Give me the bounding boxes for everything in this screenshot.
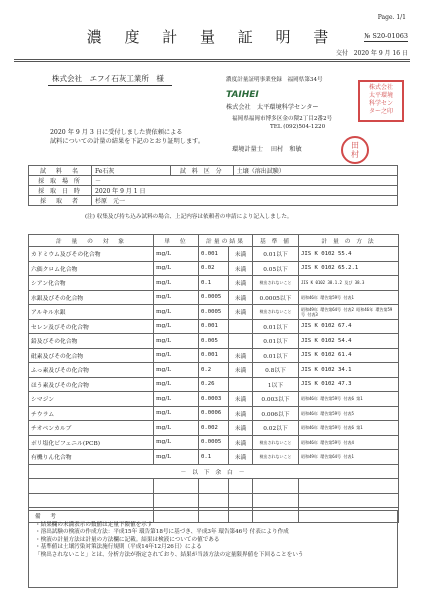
- sample-name-value: Fe石灰: [92, 166, 171, 176]
- empty-cell: [199, 479, 229, 494]
- sampler-label: 採 取 者: [29, 196, 92, 206]
- row-flag: 未満: [229, 290, 253, 305]
- intro-text: [50, 128, 204, 146]
- page-number: Page. 1/1: [377, 14, 406, 21]
- issue-date-label: 交付: [335, 50, 348, 57]
- row-unit: mg/L: [154, 348, 199, 363]
- row-flag: 未満: [229, 392, 253, 407]
- row-standard: [253, 406, 299, 421]
- row-value: 0.0006: [199, 406, 229, 421]
- row-unit: mg/L: [154, 305, 199, 320]
- row-value: 0.1: [199, 276, 229, 291]
- row-item: ポリ塩化ビフェニル(PCB): [29, 435, 154, 450]
- row-standard: [253, 276, 299, 291]
- row-standard: [253, 247, 299, 262]
- standard-note: 検出されないこと: [259, 309, 292, 315]
- officer-label: 環境計量士: [232, 146, 263, 153]
- table-row: [29, 435, 399, 450]
- row-flag: 未満: [229, 406, 253, 421]
- table-row: [29, 305, 399, 320]
- row-standard: [253, 377, 299, 392]
- table-row: [29, 290, 399, 305]
- standard-value: 0.01以下: [263, 353, 288, 360]
- row-standard: [253, 290, 299, 305]
- row-unit: mg/L: [154, 276, 199, 291]
- standard-note: 検出されないこと: [259, 439, 292, 445]
- remarks-line: ・結果欄の未満表示の数値は定量下限値を示す: [35, 521, 153, 528]
- remarks-box: [28, 510, 398, 588]
- table-row: [29, 406, 399, 421]
- row-standard: [253, 319, 299, 334]
- method-note: 昭和46年 環告第59号 付表4: [301, 439, 354, 445]
- row-flag: 未満: [229, 276, 253, 291]
- empty-cell: [299, 493, 399, 508]
- row-value: 0.001: [199, 319, 229, 334]
- empty-cell: [253, 493, 299, 508]
- row-value: 0.0005: [199, 435, 229, 450]
- table-row-empty: [29, 493, 399, 508]
- remarks-title: 備 考: [35, 514, 58, 520]
- table-row: [29, 196, 398, 206]
- standard-value: 0.01以下: [263, 252, 288, 259]
- row-method: [299, 319, 399, 334]
- registration-number: 濃度計量証明事業登録 福岡県第34号: [226, 77, 323, 83]
- table-row: [29, 319, 399, 334]
- row-unit: mg/L: [154, 290, 199, 305]
- sample-date-value: 2020 年 9 月 1 日: [92, 186, 398, 196]
- method-note: JIS K 0102 38.1.2 及び 38.3: [301, 280, 365, 286]
- header-rule: [14, 59, 410, 60]
- intro-line-2: 試料についての計量の結果を下記のとおり証明します。: [50, 138, 205, 145]
- standard-value: 0.02以下: [263, 426, 288, 433]
- method-value: JIS K 0102 55.4: [301, 250, 352, 257]
- row-method: [299, 247, 399, 262]
- row-method: [299, 363, 399, 378]
- row-method: [299, 421, 399, 436]
- method-value: JIS K 0102 54.4: [301, 337, 352, 344]
- row-unit: mg/L: [154, 247, 199, 262]
- results-table: [28, 234, 399, 523]
- officer: [232, 144, 302, 153]
- table-row: [29, 334, 399, 349]
- table-row: [29, 247, 399, 262]
- empty-cell: [199, 493, 229, 508]
- table-row: [29, 276, 399, 291]
- method-note: 昭和46年 環告第59号 付表6 第1: [301, 425, 363, 431]
- row-item: 有機りん化合物: [29, 450, 154, 465]
- method-note: 昭和46年 環告第59号 付表5: [301, 410, 354, 416]
- row-value: 0.0003: [199, 392, 229, 407]
- row-method: [299, 290, 399, 305]
- results-body: [29, 247, 399, 523]
- row-value: 0.26: [199, 377, 229, 392]
- row-item: 鉛及びその化合物: [29, 334, 154, 349]
- col-header-method: 計 量 の 方 法: [299, 235, 399, 247]
- table-row: [29, 176, 398, 186]
- sample-note: (注) 収集及び持ち込み試料の場合、上記内容は依頼者の申請により記入しました。: [85, 214, 293, 220]
- sampler-value: 杉原 元一: [92, 196, 398, 206]
- issuer-company: 株式会社 太平環境科学センター: [226, 104, 319, 111]
- standard-value: 0.05以下: [263, 266, 288, 273]
- sample-category-value: 土壌（溶出試験）: [233, 166, 397, 176]
- issue-date-value: 2020 年 9 月 16 日: [353, 50, 408, 57]
- row-value: 0.002: [199, 421, 229, 436]
- row-unit: mg/L: [154, 319, 199, 334]
- standard-value: 0.8以下: [265, 368, 286, 375]
- row-standard: [253, 450, 299, 465]
- table-row-empty: [29, 479, 399, 494]
- row-value: 0.0005: [199, 305, 229, 320]
- row-flag: [229, 334, 253, 349]
- table-row: [29, 421, 399, 436]
- remarks-line: 「検出されないこと」とは、分析方法が指定されており、結果が当該方法の定量限界値を下回ることをいう: [35, 551, 304, 558]
- issue-date: [336, 48, 408, 57]
- empty-cell: [229, 479, 253, 494]
- row-item: アルキル水銀: [29, 305, 154, 320]
- method-note: 昭和49年 環告第64号 付表1: [301, 454, 354, 460]
- row-unit: mg/L: [154, 435, 199, 450]
- standard-value: 0.01以下: [263, 324, 288, 331]
- row-unit: mg/L: [154, 363, 199, 378]
- row-item: 水銀及びその化合物: [29, 290, 154, 305]
- row-unit: mg/L: [154, 392, 199, 407]
- row-method: [299, 406, 399, 421]
- sample-place-value: －: [92, 176, 398, 186]
- standard-value: 0.01以下: [263, 339, 288, 346]
- row-item: ほう素及びその化合物: [29, 377, 154, 392]
- row-item: カドミウム及びその化合物: [29, 247, 154, 262]
- table-row: [29, 186, 398, 196]
- sample-category-label: 試 料 区 分: [170, 166, 233, 176]
- empty-cell: [29, 479, 154, 494]
- intro-line-1: 2020 年 9 月 3 日に受付しました貴依頼による: [50, 129, 183, 136]
- row-item: シマジン: [29, 392, 154, 407]
- method-value: JIS K 0102 34.1: [301, 366, 352, 373]
- method-note: 昭和46年 環告第59号 付表1: [301, 294, 354, 300]
- row-item: チオベンカルブ: [29, 421, 154, 436]
- table-row: [29, 363, 399, 378]
- row-standard: [253, 363, 299, 378]
- empty-cell: [299, 479, 399, 494]
- row-value: 0.1: [199, 450, 229, 465]
- empty-cell: [154, 479, 199, 494]
- certificate-number: № S20-01063: [364, 32, 408, 40]
- remarks-line: ・基準値は土壌汚染対策法施行規則（平成14年12月26日）による: [35, 544, 202, 550]
- company-logo: TAIHEI: [226, 90, 259, 100]
- header-rule-double: [14, 61, 410, 62]
- sample-info-table: [28, 165, 398, 206]
- row-item: ふっ素及びその化合物: [29, 363, 154, 378]
- row-method: [299, 305, 399, 320]
- row-method: [299, 334, 399, 349]
- remarks-line: ・溶出試験の検液の作成方法：平成15年 環告第18号に基づき、平成3年 環告第46号 付表により作成: [35, 529, 289, 535]
- table-row: [29, 348, 399, 363]
- standard-value: 0.0005以下: [259, 295, 292, 302]
- row-standard: [253, 435, 299, 450]
- sample-place-label: 採 取 場 所: [29, 176, 92, 186]
- row-method: [299, 392, 399, 407]
- row-item: セレン及びその化合物: [29, 319, 154, 334]
- row-value: 0.0005: [199, 290, 229, 305]
- client-name: 株式会社 エフイ石灰工業所 様: [48, 73, 172, 86]
- row-item: シアン化合物: [29, 276, 154, 291]
- row-value: 0.005: [199, 334, 229, 349]
- table-row: [29, 392, 399, 407]
- row-standard: [253, 261, 299, 276]
- standard-note: 検出されないこと: [259, 280, 292, 286]
- standard-value: 0.006以下: [261, 411, 290, 418]
- col-header-item: 計 量 の 対 象: [29, 235, 154, 247]
- empty-cell: [253, 479, 299, 494]
- row-flag: 未満: [229, 261, 253, 276]
- document-title: 濃 度 計 量 証 明 書: [86, 28, 338, 46]
- table-row: [29, 166, 398, 176]
- row-unit: mg/L: [154, 261, 199, 276]
- sample-date-label: 採 取 日 時: [29, 186, 92, 196]
- row-item: 六価クロム化合物: [29, 261, 154, 276]
- row-method: [299, 435, 399, 450]
- col-header-result: 計量の結果: [199, 235, 253, 247]
- row-value: 0.2: [199, 363, 229, 378]
- row-method: [299, 261, 399, 276]
- row-flag: 未満: [229, 348, 253, 363]
- table-row: [29, 261, 399, 276]
- row-method: [299, 450, 399, 465]
- row-standard: [253, 348, 299, 363]
- issuer-address: 福岡県福岡市博多区金の隈2丁目2番2号: [232, 116, 333, 122]
- row-method: [299, 276, 399, 291]
- officer-name: 田村 和敏: [270, 146, 302, 153]
- issuer-tel: TEL (092)504-1220: [270, 124, 326, 130]
- method-note: 昭和49年 環告第64号 付表2 昭和46年 環告第59号 付表3: [301, 306, 393, 317]
- row-flag: 未満: [229, 450, 253, 465]
- row-unit: mg/L: [154, 450, 199, 465]
- empty-cell: [154, 493, 199, 508]
- method-value: JIS K 0102 61.4: [301, 352, 352, 359]
- row-unit: mg/L: [154, 406, 199, 421]
- standard-value: 1以下: [267, 382, 284, 389]
- standard-note: 検出されないこと: [259, 454, 292, 460]
- row-flag: [229, 377, 253, 392]
- method-value: JIS K 0102 47.3: [301, 381, 352, 388]
- row-item: 砒素及びその化合物: [29, 348, 154, 363]
- row-unit: mg/L: [154, 334, 199, 349]
- method-value: JIS K 0102 65.2.1: [301, 265, 359, 272]
- remarks-line: ・検液の計量方法は計量の方法欄に記載。結果は検液についての値である: [35, 536, 220, 543]
- row-standard: [253, 421, 299, 436]
- table-row: [29, 377, 399, 392]
- company-seal-stamp: 株式会社 太平環境 科学セン ター之印: [358, 80, 404, 122]
- row-method: [299, 348, 399, 363]
- row-standard: [253, 334, 299, 349]
- end-marker: － 以 下 余 白 －: [29, 464, 399, 479]
- row-flag: 未満: [229, 363, 253, 378]
- row-item: チウラム: [29, 406, 154, 421]
- row-unit: mg/L: [154, 377, 199, 392]
- row-method: [299, 377, 399, 392]
- row-standard: [253, 392, 299, 407]
- row-value: 0.02: [199, 261, 229, 276]
- empty-cell: [229, 493, 253, 508]
- sample-name-label: 試 料 名: [29, 166, 92, 176]
- method-note: 昭和46年 環告第59号 付表6 第1: [301, 396, 363, 402]
- row-flag: 未満: [229, 421, 253, 436]
- col-header-standard: 基 準 値: [253, 235, 299, 247]
- row-flag: 未満: [229, 247, 253, 262]
- row-value: 0.001: [199, 247, 229, 262]
- row-flag: [229, 319, 253, 334]
- row-value: 0.001: [199, 348, 229, 363]
- results-header-row: [29, 235, 399, 247]
- table-row: [29, 450, 399, 465]
- empty-cell: [29, 493, 154, 508]
- row-flag: 未満: [229, 305, 253, 320]
- row-flag: 未満: [229, 435, 253, 450]
- col-header-unit: 単 位: [154, 235, 199, 247]
- row-standard: [253, 305, 299, 320]
- personal-seal-stamp: 田 村: [341, 136, 369, 164]
- method-value: JIS K 0102 67.4: [301, 323, 352, 330]
- row-unit: mg/L: [154, 421, 199, 436]
- table-row-end: [29, 464, 399, 479]
- standard-value: 0.003以下: [261, 397, 290, 404]
